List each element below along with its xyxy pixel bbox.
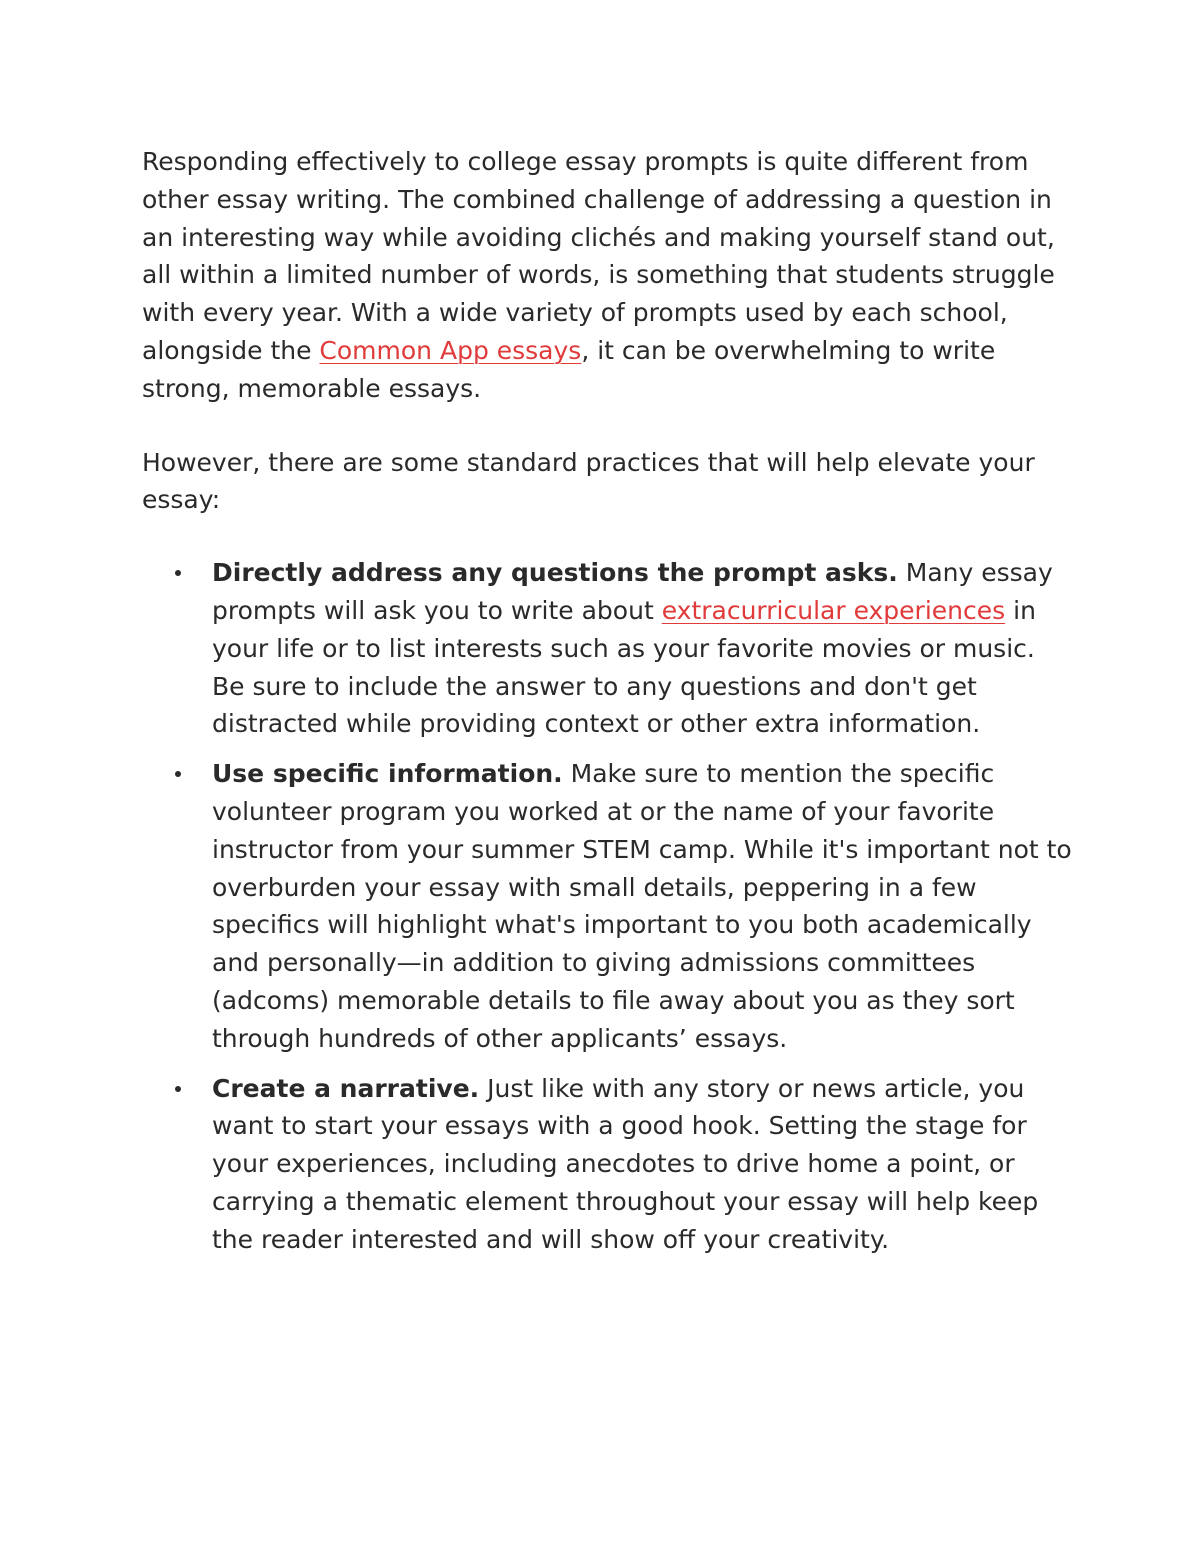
- tip-item-address-questions: [212, 554, 1072, 743]
- intro-text-after-link: , it can be overwhelming to write strong, memorable essays.: [142, 335, 996, 403]
- intro-paragraph: [142, 143, 1072, 408]
- tip-body: Just like with any story or news article, you want to start your essays with a good hook. Setting the stage for your experiences, including anecdotes to drive home a point, or carrying a thematic element throughout your essay will help keep the reader interested and will show off your creativity.: [212, 1073, 1039, 1254]
- tip-item-specific-information: [212, 755, 1072, 1057]
- document-page: [142, 143, 1072, 1271]
- intro-text-before-link: Responding effectively to college essay prompts is quite different from other essay writing. The combined challenge of addressing a question in an interesting way while avoiding clichés and making yourself stand out, all within a limited number of words, is something that students struggle with every year. With a wide variety of prompts used by each school, alongside the: [142, 147, 1055, 365]
- tip-text-after-link: in your life or to list interests such as your favorite movies or music. Be sure to include the answer to any questions and don't get distracted while providing context or other extra information.: [212, 595, 1036, 739]
- extracurricular-experiences-link[interactable]: extracurricular experiences: [661, 595, 1006, 625]
- tip-heading: Directly address any questions the prompt asks.: [212, 558, 898, 588]
- tip-body: Make sure to mention the specific volunteer program you worked at or the name of your favorite instructor from your summer STEM camp. While it's important not to overburden your essay with small details, peppering in a few specifics will highlight what's important to you both academically and personally—in addition to giving admissions committees (adcoms) memorable details to file away about you as they sort through hundreds of other applicants’ essays.: [212, 759, 1072, 1053]
- tip-heading: Use specific information.: [212, 759, 563, 789]
- tips-list: [142, 554, 1072, 1258]
- common-app-essays-link[interactable]: Common App essays: [319, 335, 582, 365]
- tip-heading: Create a narrative.: [212, 1073, 480, 1103]
- tip-item-create-narrative: [212, 1070, 1072, 1259]
- transition-paragraph: However, there are some standard practices that will help elevate your essay:: [142, 447, 1035, 515]
- tip-text-before-link: Many essay prompts will ask you to write about: [212, 558, 1053, 625]
